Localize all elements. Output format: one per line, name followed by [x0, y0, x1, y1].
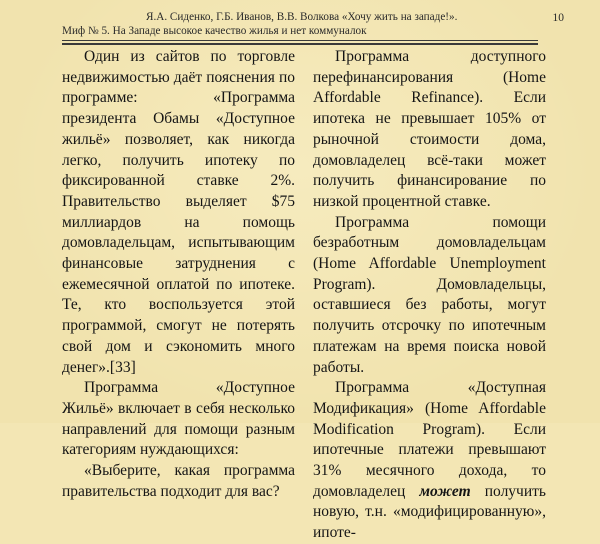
page-number: 10	[552, 12, 564, 24]
right-column	[313, 47, 546, 544]
paragraph-obama-program: Один из сайтов по торговле недвижимостью даёт пояснения по программе: «Программа президента Обамы «Доступное жильё» позволяет, как никогда легко, получить ипотеку по фиксированной ставке 2%. Правительство выделяет $75 миллиардов на помощь домовладельцам, испытывающим финансовые затруднения с ежемесячной оплатой по ипотеке. Те, кто воспользуется этой программой, смогут не потерять свой дом и сэкономить много денег».[33]	[62, 48, 295, 376]
paragraph-choose-program: «Выберите, какая программа правительства подходит для вас?	[62, 462, 295, 500]
running-header	[62, 11, 542, 38]
paragraph-refinance: Программа доступного перефинансирования (Home Affordable Refinance). Если ипотека не превышает 105% от рыночной стоимости дома, домовладелец всё-таки может получить финансирование по низкой процентной ставке.	[313, 48, 546, 210]
paragraph-program-directions: Программа «Доступное Жильё» включает в себя несколько направлений для помощи разным категориям нуждающихся:	[62, 379, 295, 459]
emphasis-may: может	[419, 482, 471, 500]
paragraph-modification	[313, 378, 546, 544]
modification-text-end: получить новую, т.н. «модифицированную», ипоте-	[313, 482, 546, 542]
header-authors-title: Я.А. Сиденко, Г.Б. Иванов, В.В. Волкова «Хочу жить на западе!».	[146, 11, 458, 23]
modification-text-start: Программа «Доступная Модификация» (Home Affordable Modification Program). Если ипотечные платежи превышают 31% месячного дохода, то домовладелец	[313, 379, 546, 500]
header-rule-bottom	[62, 43, 538, 45]
header-chapter: Миф № 5. На Западе высокое качество жилья и нет коммуналок	[62, 24, 367, 37]
left-column	[62, 47, 295, 502]
paragraph-unemployment: Программа помощи безработным домовладельцам (Home Affordable Unemployment Program). Домовладельцы, оставшиеся без работы, могут получить отсрочку по ипотечным платежам на время поиска новой работы.	[313, 213, 546, 376]
header-rule-top	[62, 40, 538, 41]
